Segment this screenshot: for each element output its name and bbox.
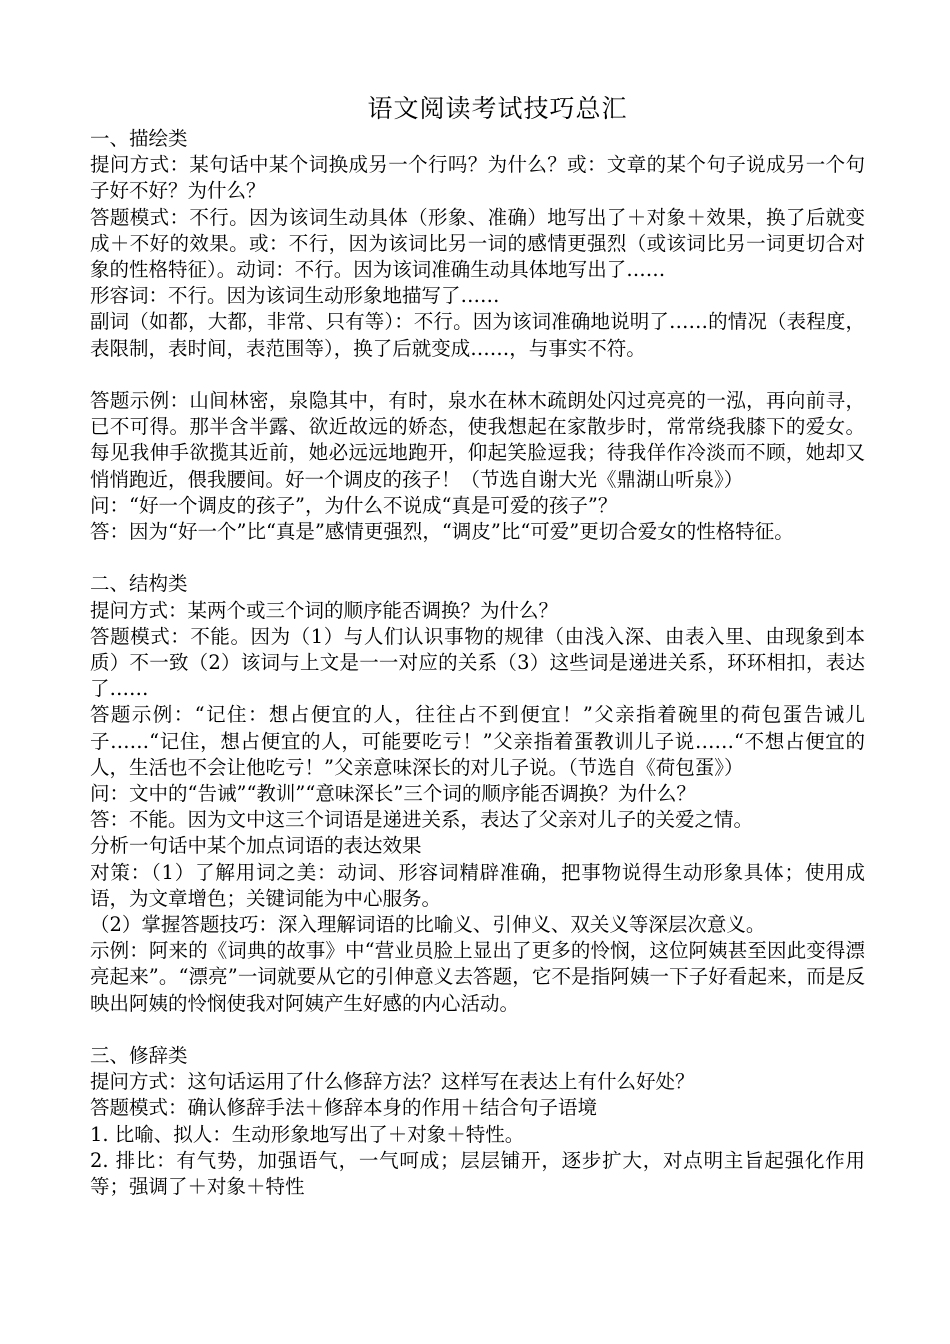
paragraph: 答题模式：不能。因为（1）与人们认识事物的规律（由浅入深、由表入里、由现象到本质）不一致（2）该词与上文是一一对应的关系（3）这些词是递进关系，环环相扣，表达了…… xyxy=(90,624,865,701)
paragraph: 形容词：不行。因为该词生动形象地描写了…… xyxy=(90,284,500,308)
document-body xyxy=(90,126,865,1200)
paragraph: 1. 比喻、拟人：生动形象地写出了＋对象＋特性。 xyxy=(90,1122,525,1146)
document-page xyxy=(90,92,865,1200)
blank-line xyxy=(90,362,865,388)
document-title: 语文阅读考试技巧总汇 xyxy=(367,94,628,123)
paragraph: 提问方式：某句话中某个词换成另一个行吗？为什么？或：文章的某个句子说成另一个句子好不好？为什么？ xyxy=(90,153,865,203)
paragraph: 问：文中的“告诫”“教训”“意味深长”三个词的顺序能否调换？为什么？ xyxy=(90,782,696,806)
paragraph: 一、描绘类 xyxy=(90,127,188,150)
paragraph: 副词（如都，大都，非常、只有等）：不行。因为该词准确地说明了……的情况（表程度，表限制，表时间，表范围等），换了后就变成……，与事实不符。 xyxy=(90,310,865,360)
paragraph: 答：因为“好一个”比“真是”感情更强烈，“调皮”比“可爱”更切合爱女的性格特征。 xyxy=(90,520,794,544)
blank-line xyxy=(90,1017,865,1043)
paragraph: 三、修辞类 xyxy=(90,1044,188,1068)
paragraph: 对策：（1）了解用词之美：动词、形容词精辟准确，把事物说得生动形象具体；使用成语，为文章增色；关键词能为中心服务。 xyxy=(90,860,865,910)
paragraph: 二、结构类 xyxy=(90,572,188,596)
paragraph: 提问方式：这句话运用了什么修辞方法？这样写在表达上有什么好处？ xyxy=(90,1070,695,1094)
paragraph: 提问方式：某两个或三个词的顺序能否调换？为什么？ xyxy=(90,598,559,622)
paragraph: （2）掌握答题技巧：深入理解词语的比喻义、引伸义、双关义等深层次意义。 xyxy=(90,913,766,937)
blank-line xyxy=(90,545,865,571)
paragraph: 答题示例：“记住：想占便宜的人，往往占不到便宜！”父亲指着碗里的荷包蛋告诫儿子……“记住，想占便宜的人，可能要吃亏！”父亲指着蛋教训儿子说……“不想占便宜的人，生活也不会让他吃亏！”父亲意味深长的对儿子说。（节选自《荷包蛋》） xyxy=(90,703,865,779)
paragraph: 示例：阿来的《词典的故事》中“营业员脸上显出了更多的怜悯，这位阿姨甚至因此变得漂亮起来”。“漂亮”一词就要从它的引伸意义去答题，它不是指阿姨一下子好看起来，而是反映出阿姨的怜悯使我对阿姨产生好感的内心活动。 xyxy=(90,939,865,1015)
paragraph: 答：不能。因为文中这三个词语是递进关系，表达了父亲对儿子的关爱之情。 xyxy=(90,808,754,832)
paragraph: 2. 排比：有气势，加强语气，一气呵成；层层铺开，逐步扩大，对点明主旨起强化作用等；强调了＋对象＋特性 xyxy=(90,1148,865,1199)
paragraph: 分析一句话中某个加点词语的表达效果 xyxy=(90,834,422,858)
paragraph: 答题模式：不行。因为该词生动具体（形象、准确）地写出了＋对象＋效果，换了后就变成＋不好的效果。或：不行，因为该词比另一词的感情更强烈（或该词比另一词更切合对象的性格特征）。动词：不行。因为该词准确生动具体地写出了…… xyxy=(90,205,865,282)
paragraph: 答题模式：确认修辞手法＋修辞本身的作用＋结合句子语境 xyxy=(90,1096,598,1120)
paragraph: 答题示例：山间林密，泉隐其中，有时，泉水在林木疏朗处闪过亮亮的一泓，再向前寻，已不可得。那半含半露、欲近故远的娇态，使我想起在家散步时，常常绕我膝下的爱女。每见我伸手欲揽其近前，她必远远地跑开，仰起笑脸逗我；待我佯作冷淡而不顾，她却又悄悄跑近，偎我腰间。好一个调皮的孩子！（节选自谢大光《鼎湖山听泉》） xyxy=(90,389,865,491)
paragraph: 问：“好一个调皮的孩子”，为什么不说成“真是可爱的孩子”？ xyxy=(90,493,618,517)
